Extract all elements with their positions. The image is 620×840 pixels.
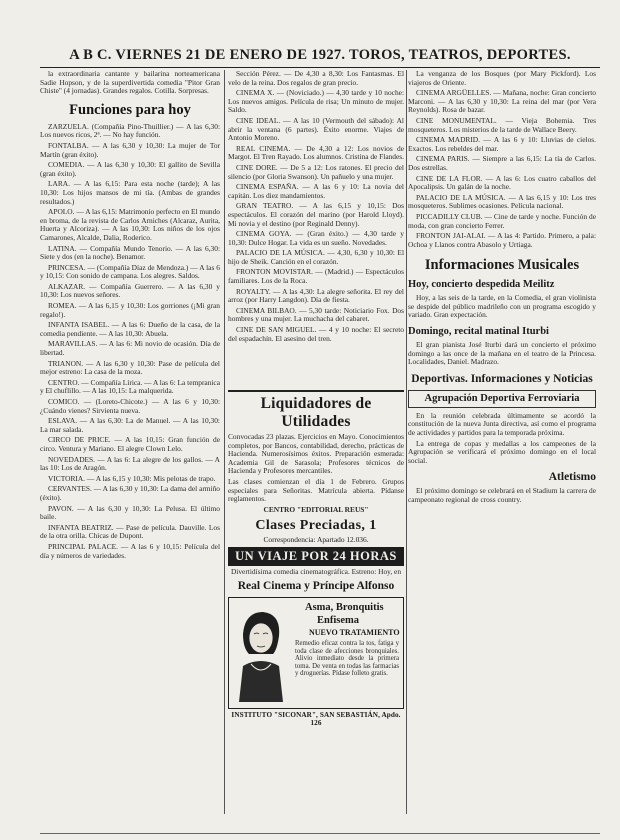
page-bottom-rule — [40, 833, 600, 834]
article-paragraph: La entrega de copas y medallas a los campeones de la Agrupación se verificará el próximo domingo en el local social. — [408, 438, 596, 465]
listing-paragraph: CINE IDEAL. — A las 10 (Vermouth del sábado): Al abrir la ventana (6 partes). Éxito enorme. Viajes de Antonio Moreno. — [228, 115, 404, 143]
article-paragraph: Hoy, a las seis de la tarde, en la Comedia, el gran violinista se despide del público madrileño con un programa escogido y variado. Gran expectación. — [408, 293, 596, 320]
listing-paragraph: CINEMA X. — (Noviciado.) — 4,30 tarde y 10 noche: Los nuevos amigos. Película de risa; Un minuto de mujer. Saldo. — [228, 88, 404, 115]
article-paragraph: El próximo domingo se celebrará en el Stadium la carrera de campeonato regional de cross country. — [408, 486, 596, 504]
listing-paragraph: INFANTA ISABEL. — A las 6: Dueño de la casa, de la comedia pendiente. — A las 10,30: Abuela. — [40, 320, 220, 338]
listing-paragraph: CINE DORE. — De 5 a 12: Los ratones. El precio del silencio (por Gloria Swanson). Un pañuelo y una mujer. — [228, 162, 404, 181]
listing-paragraph: ROMEA. — A las 6,15 y 10,30: Los gorriones (¡Mi gran regalo!). — [40, 301, 220, 319]
article-subhead-meilitz: Hoy, concierto despedida Meilitz — [408, 279, 555, 291]
listing-paragraph: NOVEDADES. — A las 6: La alegre de los gallos. — A las 10: Los de Aragón. — [40, 454, 220, 473]
listing-paragraph: TRIANON. — A las 6,30 y 10,30: Pase de película del mejor estreno: La casa de la moza. — [40, 358, 220, 377]
listing-paragraph: LATINA. — Compañía Mundo Tenorio. — A las 6,30: Siete y dos (en la noche). Benamor. — [40, 243, 220, 262]
ad-asma-title: Asma, Bronquitis — [305, 601, 384, 613]
listing-paragraph: FONTALBA. — A las 6,30 y 10,30: La mujer de Tor Martín (gran éxito). — [40, 140, 220, 159]
listing-paragraph: GRAN TEATRO. — A las 6,15 y 10,15: Dos espectáculos. El corazón del marino (por Harold Lloyd). Mi novia y el destino (por Reginald Denny). — [228, 201, 404, 228]
listing-paragraph: REAL CINEMA. — De 4,30 a 12: Los novios de Margot. El Tren Rayado. Los alumnos. Cristina de Flandes. — [228, 143, 404, 162]
listing-paragraph: CINE MONUMENTAL. — Vieja Bohemia. Tres mosqueteros. Los misterios de la tarde de Wallace Beery. — [408, 115, 596, 134]
ad-liquidadores — [228, 390, 404, 431]
ad-asma-tagline: NUEVO TRATAMIENTO — [309, 627, 400, 637]
column-left — [40, 70, 220, 816]
ad-asma-text: Remedio eficaz contra la tos, fatiga y toda clase de afecciones bronquiales. Alivio inmediato desde la primera toma. De venta en todas las farmacias y droguerías. Pídase folleto gratis. — [295, 639, 399, 678]
listing-paragraph: CINEMA MADRID. — A las 6 y 10: Lluvias de cielos. Exactos. Los rebeldes del mar. — [408, 135, 596, 153]
section-heading-musicales: Informaciones Musicales — [424, 257, 580, 274]
listing-paragraph: MARAVILLAS. — A las 6: Mi novio de ocasión. Día de libertad. — [40, 339, 220, 358]
article-paragraph: El gran pianista José Iturbi dará un concierto el próximo domingo a las once de la mañana en el teatro de la Princesa. Localidades, Daniel. Madrazo. — [408, 340, 596, 367]
listing-paragraph: PRINCIPAL PALACE. — A las 6 y 10,15: Película del día y números de variedades. — [40, 541, 220, 560]
ad-asma-subtitle: Enfisema — [317, 614, 359, 626]
column-rule — [224, 70, 225, 814]
listing-paragraph: CENTRO. — Compañía Lírica. — A las 6: La tempranica y El chuflillo. — A las 10,15: La malquerida. — [40, 377, 220, 396]
listing-paragraph: CINE DE SAN MIGUEL. — 4 y 10 noche: El secreto del espadachín. El asesino del tren. — [228, 325, 404, 343]
listing-paragraph: PALACIO DE LA MÚSICA. — 4,30, 6,30 y 10,30: El hijo de Sheik. Canción en el corazón. — [228, 248, 404, 266]
listing-paragraph: CINEMA GOYA. — (Gran éxito.) — 4,30 tarde y 10,30: Dulce Hogar. La vida es un sueño. Novedades. — [228, 229, 404, 247]
ad-liquidadores-text-2: Las clases comienzan el día 1 de Febrero. Grupos especiales para Señoritas. Matrícula abierta. Pídanse reglamentos. — [228, 476, 404, 504]
ad-asma-box — [228, 597, 404, 709]
listing-paragraph: Sección Pérez. — De 4,30 a 8,30: Los Fantasmas. El velo de la reina. Dos regalos de gran precio. — [228, 70, 404, 87]
ad-viaje-subtitle: Divertidísima comedia cinematográfica. Estreno: Hoy, en — [230, 567, 402, 577]
ad-viaje-banner: UN VIAJE POR 24 HORAS — [228, 547, 404, 566]
ad-asma-footer: INSTITUTO "SICONAR", SAN SEBASTIÁN, Apdo. 126 — [231, 710, 401, 727]
listing-paragraph: INFANTA BEATRIZ. — Pase de película. Dauville. Los de la otra orilla. Chicas de Dupont. — [40, 522, 220, 541]
listing-paragraph: LARA. — A las 6,15: Para esta noche (tarde); A las 10,30: Los hijos mansos de mi tía. (Ambas de grandes resultados.) — [40, 179, 220, 206]
listing-paragraph: CINE DE LA FLOR. — A las 6: Los cuatro caballos del Apocalipsis. Un galán de la noche. — [408, 173, 596, 192]
ad-liquidadores-title: Liquidadores de Utilidades — [260, 395, 372, 430]
listing-paragraph: CINEMA ARGÜELLES. — Mañana, noche: Gran concierto Marconi. — A las 6,30 y 10,30: La reina del mar (por Vera Reynolds). Rosa de bazar. — [408, 88, 596, 115]
listing-paragraph: PRINCESA. — (Compañía Díaz de Mendoza.) — A las 6 y 10,15: Con sonido de campana. Los alegres. Saldos. — [40, 262, 220, 281]
listing-paragraph: APOLO. — A las 6,15: Matrimonio perfecto en El mundo en broma, de la revista de Carlos Arniches (Alcaraz, Aurita, Huerta y Alcoriza). — A las 10,30: Los niños de los ojos Camarones, Alcalde, Dalia, Roderico. — [40, 207, 220, 242]
section-heading-atletismo: Atletismo — [548, 471, 596, 484]
listing-paragraph: ESLAVA. — A las 6,30: La de Manuel. — A las 10,30: La mar salada. — [40, 416, 220, 434]
column-right — [408, 70, 596, 816]
article-paragraph: En la reunión celebrada últimamente se acordó la constitución de la nueva Junta directiva, así como el programa de actividades y partidos para la temporada próxima. — [408, 410, 596, 438]
listing-paragraph: ZARZUELA. (Compañía Pino-Thuillier.) — A las 6,30: Los nuevos ricos, 2ª. — No hay función. — [40, 121, 220, 140]
listing-paragraph: CIRCO DE PRICE. — A las 10,15: Gran función de circo. Ventura y Mariano. El alegre Clown Lelo. — [40, 435, 220, 453]
listing-paragraph: ROYALTY. — A las 4,30: La alegre señorita. El rey del arroz (por Harry Langdon). Día de fiesta. — [228, 286, 404, 305]
page-masthead: A B C. VIERNES 21 DE ENERO DE 1927. TOROS, TEATROS, DEPORTES. — [40, 47, 600, 68]
ad-liquidadores-center: CENTRO "EDITORIAL REUS" — [263, 504, 369, 514]
column-rule — [406, 70, 407, 814]
listing-paragraph: PALACIO DE LA MÚSICA. — A las 6,15 y 10: Los tres mosqueteros. Sublimes ocasiones. Película nacional. — [408, 192, 596, 211]
ad-clases-subtitle: Correspondencia: Apartado 12.036. — [263, 535, 369, 545]
article-subhead-iturbi: Domingo, recital matinal Iturbi — [408, 326, 549, 338]
ad-clases-title: Clases Preciadas, 1 — [255, 518, 377, 534]
listing-paragraph: CERVANTES. — A las 6,30 y 10,30: La dama del armiño (éxito). — [40, 484, 220, 502]
listing-paragraph: COMICO. — (Loreto-Chicote.) — A las 6 y 10,30: ¿Cuándo vienes? Sirvienta nueva. — [40, 397, 220, 415]
boxed-heading-agrupacion: Agrupación Deportiva Ferroviaria — [408, 390, 596, 408]
listing-paragraph: ALKAZAR. — Compañía Guerrero. — A las 6,30 y 10,30: Los nuevos señores. — [40, 281, 220, 300]
woman-portrait-illustration — [233, 604, 289, 702]
listing-paragraph: PAVON. — A las 6,30 y 10,30: La Pelusa. El último baile. — [40, 503, 220, 522]
section-heading-funciones: Funciones para hoy — [69, 101, 191, 118]
listing-paragraph: CINEMA BILBAO. — 5,30 tarde: Noticiario Fox. Dos hombres y una mujer. La muchacha del cabaret. — [228, 305, 404, 324]
listing-paragraph: VICTORIA. — A las 6,15 y 10,30: Mis pelotas de trapo. — [48, 473, 216, 483]
listing-paragraph: PICCADILLY CLUB. — Cine de tarde y noche. Función de moda, con gran concierto Ferrer. — [408, 211, 596, 230]
listing-paragraph: COMEDIA. — A las 6,30 y 10,30: El gallito de Sevilla (gran éxito). — [40, 160, 220, 178]
advertisements — [228, 390, 404, 830]
listing-paragraph: FRONTON MOVISTAR. — (Madrid.) — Espectáculos familiares. Los de la Roca. — [228, 267, 404, 286]
listing-paragraph: La venganza de los Bosques (por Mary Pickford). Los viajeros de Oriente. — [408, 70, 596, 87]
listing-paragraph: CINEMA ESPAÑA. — A las 6 y 10: La novia del capitán. Los diez mandamientos. — [228, 182, 404, 200]
ad-cinema-name: Real Cinema y Príncipe Alfonso — [237, 579, 395, 592]
listing-paragraph: CINEMA PARIS. — Siempre a las 6,15: La tía de Carlos. Dos estrellas. — [408, 154, 596, 172]
ad-liquidadores-text: Convocadas 23 plazas. Ejercicios en Mayo. Conocimientos completos, por Bancos, contabilidad, derecho, prácticas de Hacienda. Numerosísimos éxitos. Preparación esmerada: Academia Gil de Sarasola; Profesores técnicos de Hacienda y Profesores mercantiles. — [228, 432, 404, 476]
intro-paragraph: la extraordinaria cantante y bailarina norteamericana Sadie Hopson, y de la superdivertida comedia "Pitor Gran Chiste" (4 jornadas). Grandes regalos. Cotilla. Sorpresas. — [40, 70, 220, 96]
column-middle — [228, 70, 404, 384]
section-heading-deportivas: Deportivas. Informaciones y Noticias — [411, 372, 593, 385]
listing-paragraph: FRONTON JAI-ALAI. — A las 4: Partido. Primero, a pala: Ochoa y Llanos contra Abasolo y Urtiaga. — [408, 231, 596, 249]
